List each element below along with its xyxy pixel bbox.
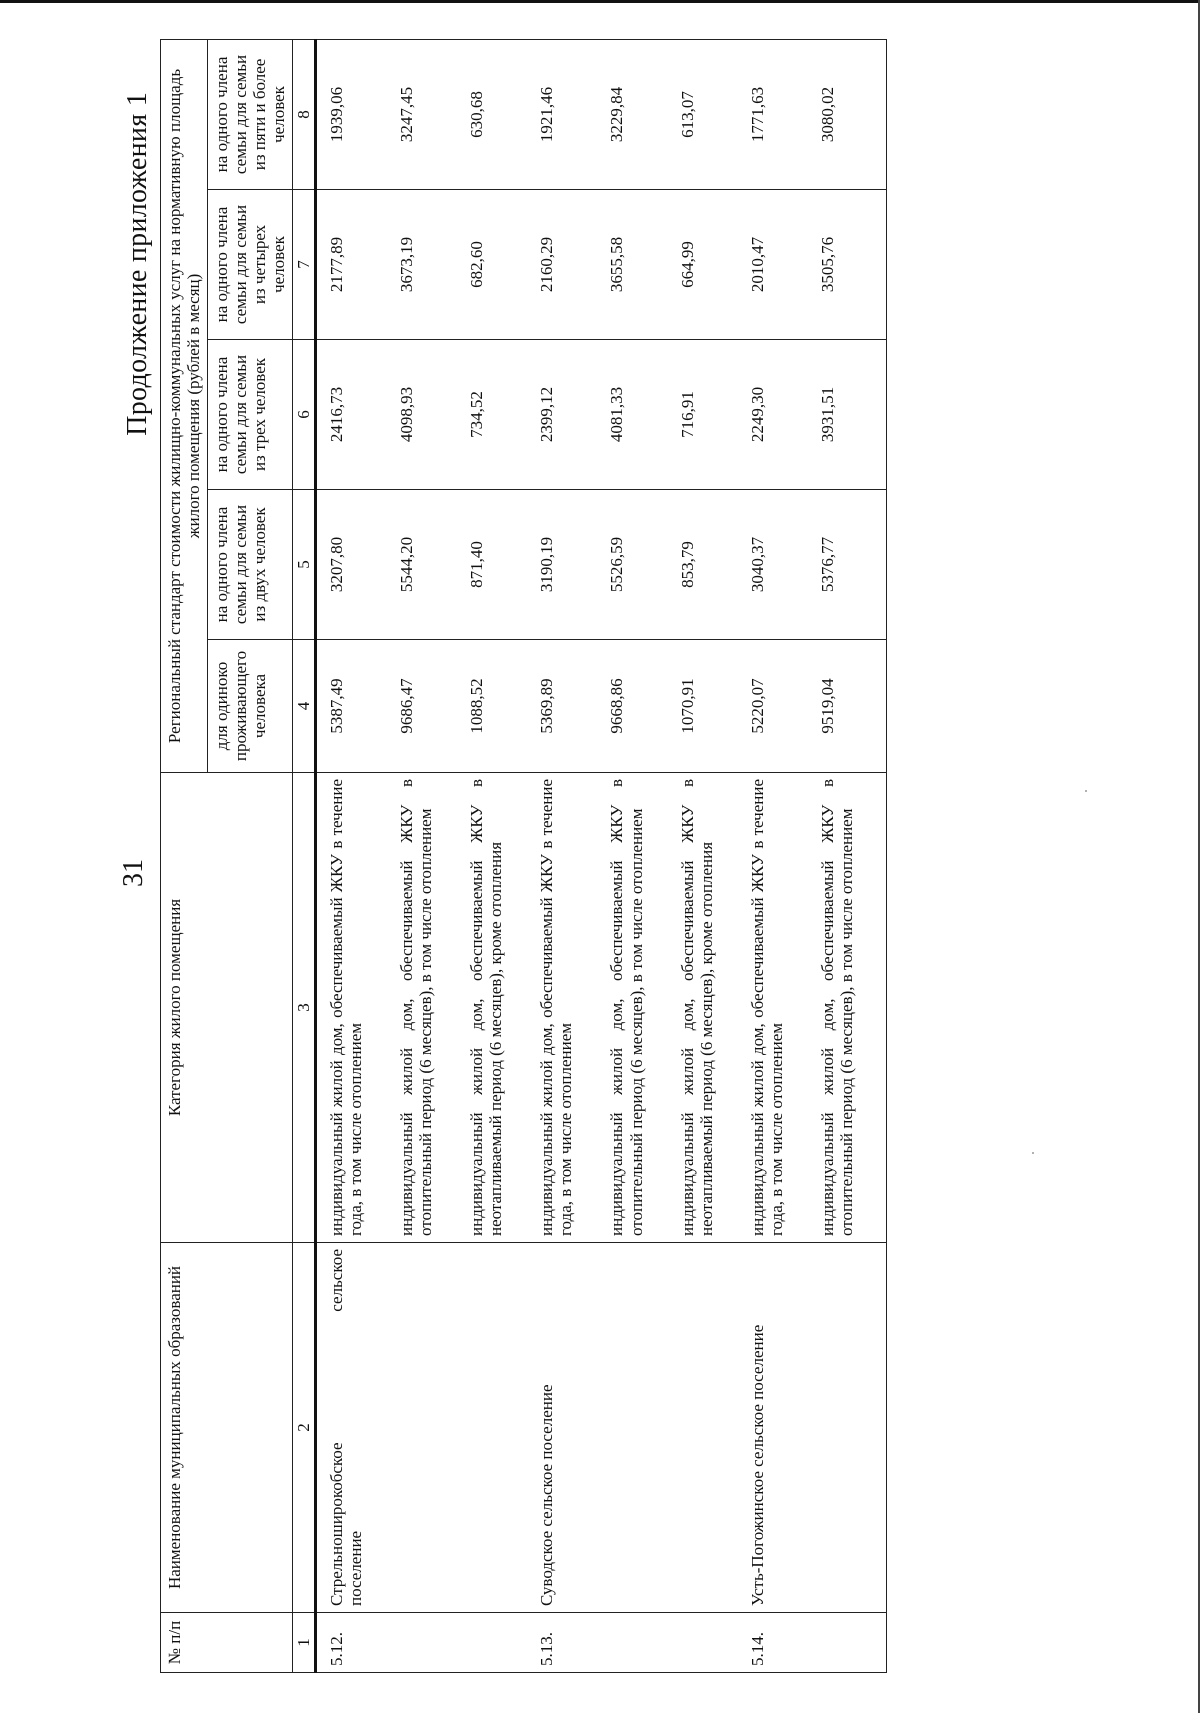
header-regional-standard: Региональный стандарт стоимости жилищно-коммунальных услуг на нормативную площадь жилого помещения (рублей в месяц) <box>161 39 208 772</box>
category-cell: индивидуальный жилой дом, обеспечиваемый ЖКУ в течение года, в том числе отоплением <box>316 773 370 1243</box>
value-cell: 9519,04 <box>790 640 887 773</box>
value-cell: 630,68 <box>439 39 509 189</box>
table-row <box>579 39 649 1672</box>
value-cell: 1771,63 <box>720 39 790 189</box>
table-row <box>650 39 720 1672</box>
value-cell: 5220,07 <box>720 640 790 773</box>
value-cell: 5369,89 <box>509 640 579 773</box>
category-cell: индивидуальный жилой дом, обеспечиваемый ЖКУ в неотапливаемый период (6 месяцев), кроме отопления <box>439 773 509 1243</box>
header-category: Категория жилого помещения <box>161 773 293 1243</box>
value-cell: 9686,47 <box>369 640 439 773</box>
table-row <box>439 39 509 1672</box>
table-row <box>720 39 790 1672</box>
header-no: № п/п <box>161 1613 293 1673</box>
value-cell: 2249,30 <box>720 340 790 490</box>
municipality-name: Суводское сельское поселение <box>509 1243 579 1613</box>
value-cell: 2160,29 <box>509 190 579 340</box>
municipality-name-part: сельское <box>327 1249 347 1312</box>
continuation-title: Продолжение приложения 1 <box>122 92 153 436</box>
row-number: 5.14. <box>720 1613 790 1673</box>
value-cell: 1921,46 <box>509 39 579 189</box>
column-number: 8 <box>293 39 316 189</box>
value-cell: 5387,49 <box>316 640 370 773</box>
value-cell: 9668,86 <box>579 640 649 773</box>
column-number: 4 <box>293 640 316 773</box>
row-number: 5.12. <box>316 1613 370 1673</box>
value-cell: 5544,20 <box>369 490 439 640</box>
value-cell: 716,91 <box>650 340 720 490</box>
value-cell: 3505,76 <box>790 190 887 340</box>
municipality-name-part: Стрельноширокобское <box>327 1442 347 1606</box>
value-cell: 613,07 <box>650 39 720 189</box>
value-cell: 3673,19 <box>369 190 439 340</box>
table-row <box>369 39 439 1672</box>
value-cell: 3080,02 <box>790 39 887 189</box>
value-cell: 1939,06 <box>316 39 370 189</box>
category-cell: индивидуальный жилой дом, обеспечиваемый ЖКУ в течение года, в том числе отоплением <box>720 773 790 1243</box>
value-cell: 664,99 <box>650 190 720 340</box>
value-cell: 3040,37 <box>720 490 790 640</box>
header-municipality: Наименование муниципальных образований <box>161 1243 293 1613</box>
municipality-name <box>316 1243 370 1613</box>
municipality-name-part: поселение <box>346 1530 366 1606</box>
value-cell: 3655,58 <box>579 190 649 340</box>
table-row <box>509 39 579 1672</box>
header-col8: на одного члена семьи для семьи из пяти и более человек <box>208 39 293 189</box>
value-cell: 2177,89 <box>316 190 370 340</box>
value-cell: 4081,33 <box>579 340 649 490</box>
value-cell: 3207,80 <box>316 490 370 640</box>
value-cell: 3190,19 <box>509 490 579 640</box>
category-cell: индивидуальный жилой дом, обеспечиваемый ЖКУ в течение года, в том числе отоплением <box>509 773 579 1243</box>
header-col7: на одного члена семьи для семьи из четырех человек <box>208 190 293 340</box>
value-cell: 853,79 <box>650 490 720 640</box>
page-number: 31 <box>118 859 149 887</box>
table-row <box>316 39 370 1672</box>
header-col6: на одного члена семьи для семьи из трех человек <box>208 340 293 490</box>
column-number: 3 <box>293 773 316 1243</box>
category-cell: индивидуальный жилой дом, обеспечиваемый ЖКУ в отопительный период (6 месяцев), в том числе отоплением <box>790 773 887 1243</box>
value-cell: 5376,77 <box>790 490 887 640</box>
row-number: 5.13. <box>509 1613 579 1673</box>
table-row <box>790 39 887 1672</box>
column-number: 6 <box>293 340 316 490</box>
header-col4: для одиноко проживающего человека <box>208 640 293 773</box>
header-col5: на одного члена семьи для семьи из двух человек <box>208 490 293 640</box>
column-number: 2 <box>293 1243 316 1613</box>
category-cell: индивидуальный жилой дом, обеспечиваемый ЖКУ в отопительный период (6 месяцев), в том числе отоплением <box>369 773 439 1243</box>
value-cell: 4098,93 <box>369 340 439 490</box>
value-cell: 5526,59 <box>579 490 649 640</box>
value-cell: 2399,12 <box>509 340 579 490</box>
value-cell: 3931,51 <box>790 340 887 490</box>
value-cell: 2010,47 <box>720 190 790 340</box>
value-cell: 1088,52 <box>439 640 509 773</box>
regional-standard-table <box>160 39 887 1673</box>
value-cell: 3229,84 <box>579 39 649 189</box>
value-cell: 871,40 <box>439 490 509 640</box>
category-cell: индивидуальный жилой дом, обеспечиваемый ЖКУ в отопительный период (6 месяцев), в том числе отоплением <box>579 773 649 1243</box>
value-cell: 2416,73 <box>316 340 370 490</box>
value-cell: 682,60 <box>439 190 509 340</box>
column-number: 5 <box>293 490 316 640</box>
column-number: 1 <box>293 1613 316 1673</box>
value-cell: 3247,45 <box>369 39 439 189</box>
value-cell: 1070,91 <box>650 640 720 773</box>
municipality-name: Усть-Погожинское сельское поселение <box>720 1243 790 1613</box>
column-number: 7 <box>293 190 316 340</box>
category-cell: индивидуальный жилой дом, обеспечиваемый ЖКУ в неотапливаемый период (6 месяцев), кроме отопления <box>650 773 720 1243</box>
value-cell: 734,52 <box>439 340 509 490</box>
